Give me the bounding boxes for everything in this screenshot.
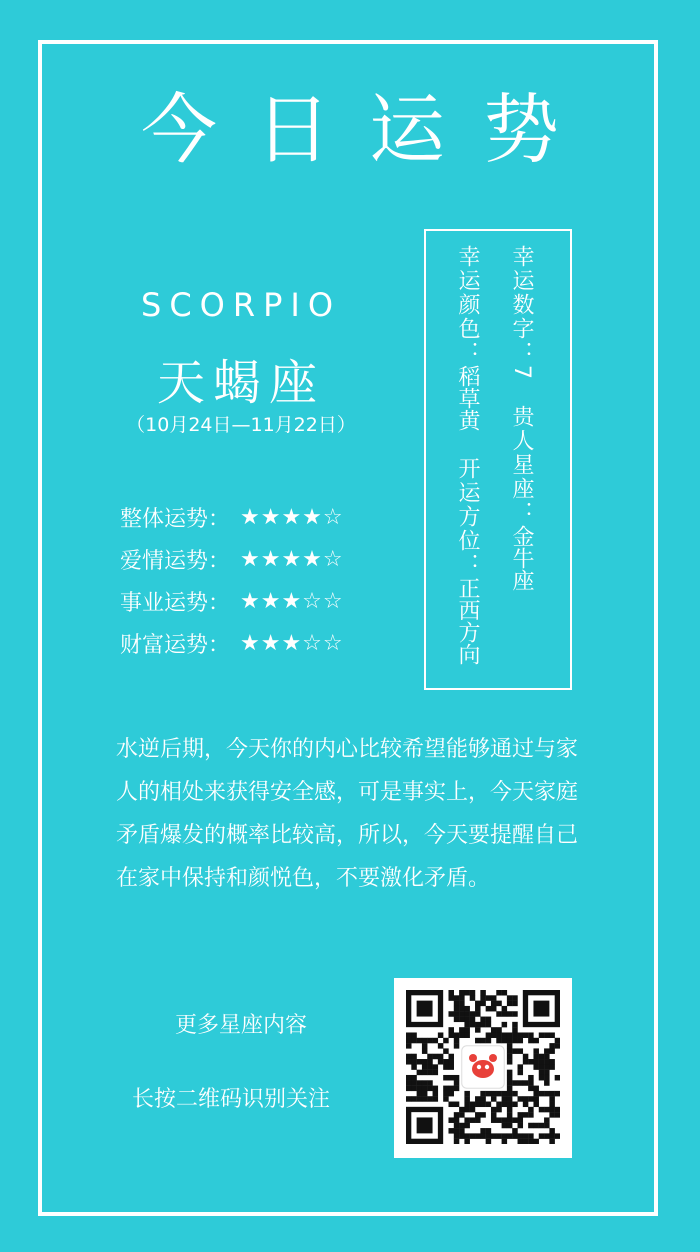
rating-overall (120, 496, 344, 538)
noble-sign-value: 金牛座 (509, 525, 534, 591)
info-column-color-direction (452, 245, 482, 665)
star-rating: ★★★☆☆ (240, 588, 344, 614)
star-rating: ★★★★☆ (240, 504, 344, 530)
qr-finder-bottom-left (406, 1107, 443, 1144)
lucky-number-value: 7 (509, 365, 534, 379)
rating-label: 事业运势： (120, 590, 231, 616)
crab-logo-icon (462, 1046, 504, 1088)
scan-qr-instruction: 长按二维码识别关注 (131, 1087, 330, 1112)
lucky-number-label: 幸运数字： (509, 245, 534, 365)
more-content-text: 更多星座内容 (174, 1013, 307, 1038)
fortune-ratings (120, 496, 344, 664)
lucky-direction-value: 正西方向 (455, 577, 480, 665)
sign-english-name: SCORPIO (141, 286, 341, 324)
noble-sign-label: 贵人星座： (509, 405, 534, 525)
fortune-description: 水逆后期，今天你的内心比较希望能够通过与家人的相处来获得安全感，可是事实上，今天家庭矛盾爆发的概率比较高，所以，今天要提醒自己在家中保持和颜悦色，不要激化矛盾。 (116, 737, 579, 891)
lucky-direction-label: 开运方位： (455, 457, 480, 577)
rating-label: 爱情运势： (120, 548, 231, 574)
rating-love (120, 538, 344, 580)
page-title: 今日运势 (141, 85, 597, 174)
lucky-info-box (424, 229, 572, 690)
qr-code[interactable] (394, 978, 572, 1158)
rating-label: 财富运势： (120, 632, 231, 658)
info-column-number-noble (506, 245, 536, 591)
rating-career (120, 580, 344, 622)
rating-label: 整体运势： (120, 506, 231, 532)
qr-finder-top-right (523, 990, 560, 1027)
lucky-color-label: 幸运颜色： (455, 245, 480, 365)
sign-chinese-name: 天蝎座 (156, 355, 325, 411)
qr-code-image (406, 990, 560, 1144)
sign-date-range: （10月24日—11月22日） (126, 414, 356, 436)
qr-finder-top-left (406, 990, 443, 1027)
star-rating: ★★★☆☆ (240, 630, 344, 656)
star-rating: ★★★★☆ (240, 546, 344, 572)
rating-wealth (120, 622, 344, 664)
lucky-color-value: 稻草黄 (455, 365, 480, 431)
